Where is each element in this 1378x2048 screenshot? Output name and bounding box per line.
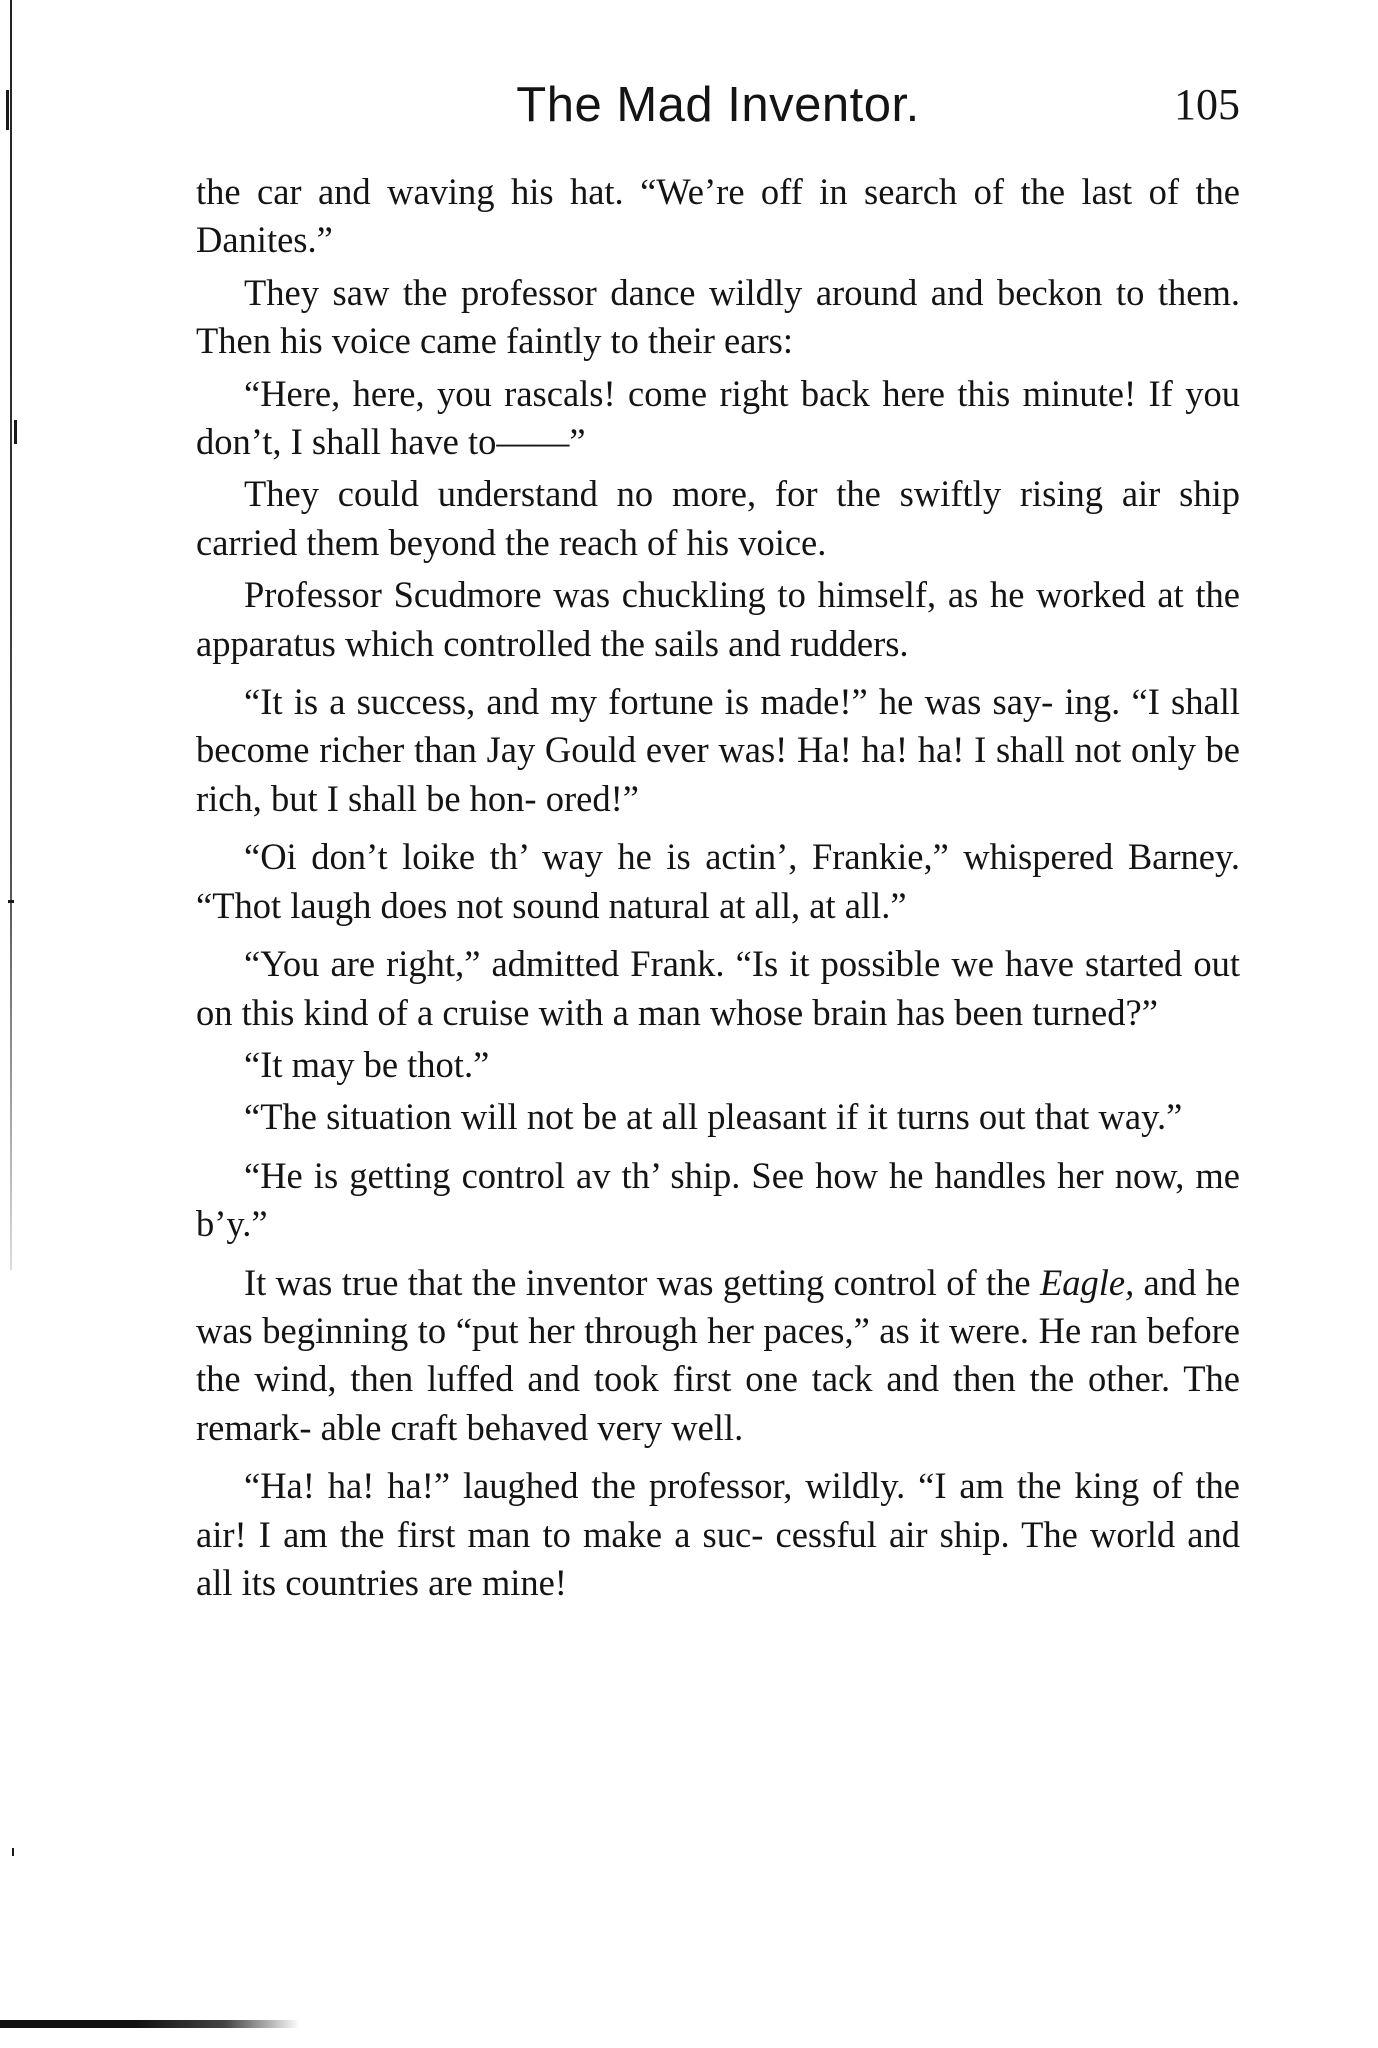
paragraph: They saw the professor dance wildly around and beckon to them. Then his voice came faintly to their ears: xyxy=(196,271,1240,362)
paragraph: Professor Scudmore was chuckling to himself, as he worked at the apparatus which controlled the sails and rudders. xyxy=(196,574,1240,664)
binding-mark xyxy=(6,90,9,130)
binding-mark xyxy=(12,1848,14,1856)
paragraph-text: and he was beginning to “put her through her paces,” as it were. He ran before the wind, then luffed and took first one tack and then the other. The remark- able craft behaved very well. xyxy=(196,1261,1241,1448)
page-number: 105 xyxy=(1174,80,1240,129)
paragraph: “It may be thot.” xyxy=(244,1043,490,1085)
paragraph: “Here, here, you rascals! come right back here this minute! If you don’t, I shall have to——” xyxy=(196,372,1240,463)
paragraph: “Ha! ha! ha!” laughed the professor, wildly. “I am the king of the air! I am the first man to make a suc- cessful air ship. The world and all its countries are mine! xyxy=(196,1465,1240,1603)
binding-mark xyxy=(8,900,14,903)
paragraph: the car and waving his hat. “We’re off in search of the last of the Danites.” xyxy=(196,171,1240,261)
paragraph: “The situation will not be at all pleasant if it turns out that way.” xyxy=(244,1096,1183,1138)
paragraph: “You are right,” admitted Frank. “Is it possible we have started out on this kind of a cruise with a man whose brain has been turned?” xyxy=(196,943,1240,1033)
binding-edge xyxy=(10,0,12,1270)
scan-edge-mark xyxy=(0,2020,300,2028)
running-title: The Mad Inventor. xyxy=(516,78,920,132)
paragraph xyxy=(196,1259,1240,1453)
paragraph: “He is getting control av th’ ship. See how he handles her now, me b’y.” xyxy=(196,1154,1240,1245)
binding-mark xyxy=(14,420,17,444)
paragraph: “It is a success, and my fortune is made!” he was say- ing. “I shall become richer than Jay Gould ever was! Ha! ha! ha! I shall not only be rich, but I shall be hon- ored!” xyxy=(196,681,1240,819)
ship-name: Eagle, xyxy=(1039,1261,1135,1303)
page-header xyxy=(196,70,1240,140)
paragraph-text: It was true that the inventor was getting control of the xyxy=(244,1261,1031,1303)
paragraph: “Oi don’t loike th’ way he is actin’, Frankie,” whispered Barney. “Thot laugh does not sound natural at all, at all.” xyxy=(196,836,1240,926)
body-text xyxy=(196,168,1240,1607)
paragraph: They could understand no more, for the swiftly rising air ship carried them beyond the reach of his voice. xyxy=(196,473,1240,563)
